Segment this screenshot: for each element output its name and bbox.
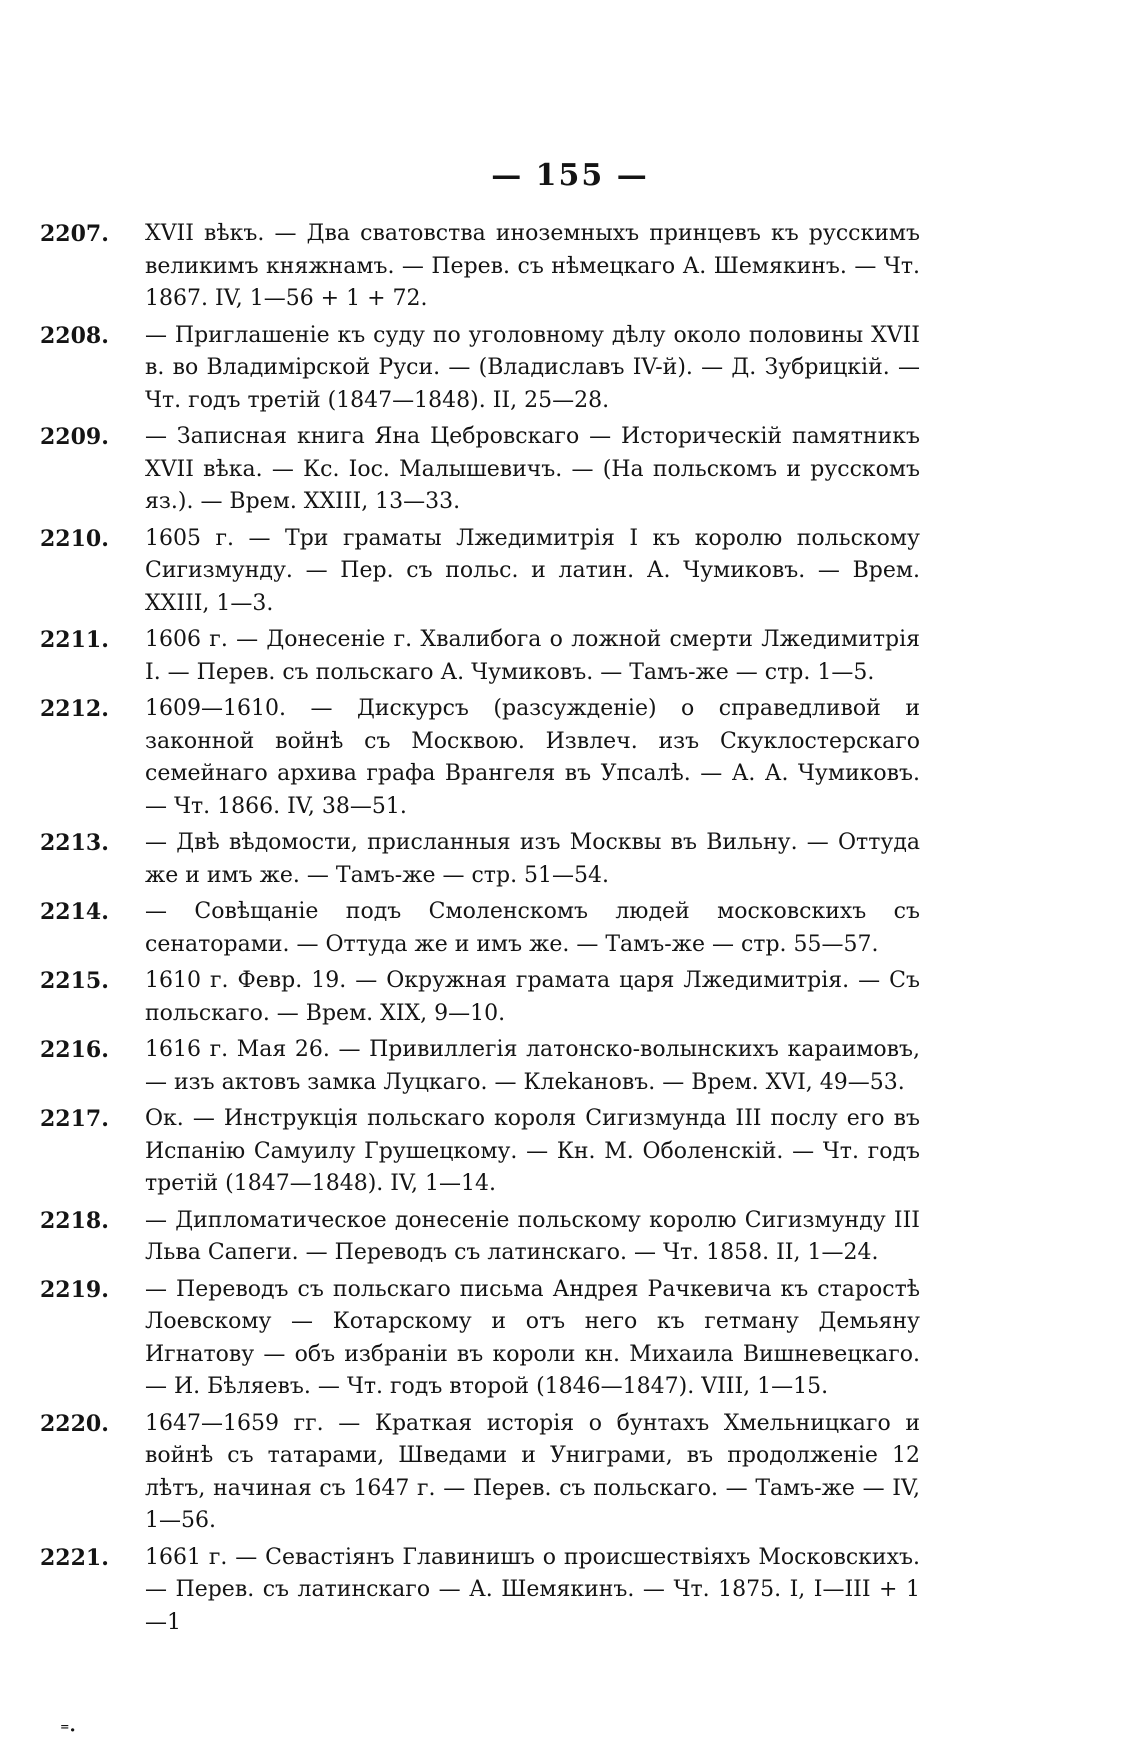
entry-number: 2214. [40, 899, 109, 925]
entry-2216 [40, 1034, 920, 1099]
bibliography-entries [40, 218, 920, 1643]
entry-2218 [40, 1205, 920, 1270]
entry-number: 2207. [40, 221, 109, 247]
entry-text: — Записная книга Яна Цебровскаго — Историческій памятникъ XVII вѣка. — Кс. Іос. Малышевичъ. — (На польскомъ и русскомъ яз.). — Врем. XXIII, 13—33. [145, 424, 920, 514]
entry-2221 [40, 1542, 920, 1640]
entry-2213 [40, 827, 920, 892]
entry-text: 1661 г. — Севастіянъ Главинишъ о происшествіяхъ Московскихъ. — Перев. съ латинскаго — А. Шемякинъ. — Чт. 1875. I, I—III + 1—1 [145, 1544, 920, 1635]
entry-text: — Двѣ вѣдомости, присланныя изъ Москвы въ Вильну. — Оттуда же и имъ же. — Тамъ-же — стр. 51—54. [145, 830, 920, 888]
entry-number: 2220. [40, 1410, 109, 1437]
entry-text: — Совѣщаніе подъ Смоленскомъ людей московскихъ съ сенаторами. — Оттуда же и имъ же. — Тамъ-же — стр. 55—57. [145, 899, 920, 957]
entry-2219 [40, 1274, 920, 1404]
entry-number: 2210. [40, 525, 109, 552]
entry-2214 [40, 896, 920, 961]
entry-number: 2213. [40, 830, 109, 856]
entry-number: 2218. [40, 1207, 109, 1234]
footer-mark: ⁼· [60, 1720, 76, 1741]
entry-text: 1606 г. — Донесеніе г. Хвалибога о ложной смерти Лжедимитрія I. — Перев. съ польскаго А. Чумиковъ. — Тамъ-же — стр. 1—5. [145, 627, 920, 685]
entry-2211 [40, 624, 920, 689]
entry-number: 2219. [40, 1276, 109, 1303]
entry-text: 1609—1610. — Дискурсъ (разсужденіе) о справедливой и законной войнѣ съ Москвою. Извлеч. изъ Скуклостерскаго семейнаго архива графа Врангеля въ Упсалѣ. — А. А. Чумиковъ. — Чт. 1866. IV, 38—51. [145, 696, 920, 819]
entry-2209 [40, 421, 920, 519]
entry-number: 2215. [40, 968, 109, 994]
entry-text: — Дипломатическое донесеніе польскому королю Сигизмунду III Льва Сапеги. — Переводъ съ латинскаго. — Чт. 1858. II, 1—24. [145, 1207, 920, 1265]
entry-number: 2221. [40, 1544, 109, 1571]
entry-text: 1616 г. Мая 26. — Привиллегія латонско-волынскихъ караимовъ, — изъ актовъ замка Луцкаго. — Клеkановъ. — Врем. XVI, 49—53. [145, 1037, 920, 1095]
entry-text: 1610 г. Февр. 19. — Окружная грамата царя Лжедимитрія. — Съ польскаго. — Врем. XIX, 9—10. [145, 968, 920, 1026]
entry-text: 1605 г. — Три граматы Лжедимитрія I къ королю польскому Сигизмунду. — Пер. съ польс. и латин. А. Чумиковъ. — Врем. XXIII, 1—3. [145, 525, 920, 616]
entry-number: 2211. [40, 627, 109, 653]
entry-number: 2208. [40, 322, 109, 349]
entry-text: Ок. — Инструкція польскаго короля Сигизмунда III послу его въ Испанію Самуилу Грушецкому. — Кн. М. Оболенскій. — Чт. годъ третій (1847—1848). IV, 1—14. [145, 1106, 920, 1196]
entry-2207 [40, 218, 920, 316]
entry-number: 2216. [40, 1037, 109, 1063]
entry-2215 [40, 965, 920, 1030]
entry-number: 2212. [40, 696, 109, 722]
page-number: — 155 — [491, 158, 649, 193]
entry-2217 [40, 1103, 920, 1201]
entry-text: — Переводъ съ польскаго письма Андрея Рачкевича къ старостѣ Лоевскому — Котарскому и отъ него къ гетману Демьяну Игнатову — объ избраніи въ короли кн. Михаила Вишневецкаго. — И. Бѣляевъ. — Чт. годъ второй (1846—1847). VIII, 1—15. [145, 1276, 920, 1399]
entry-number: 2217. [40, 1106, 109, 1132]
entry-2212 [40, 693, 920, 823]
entry-2210 [40, 523, 920, 621]
entry-2208 [40, 320, 920, 418]
entry-text: 1647—1659 гг. — Краткая исторія о бунтахъ Хмельницкаго и войнѣ съ татарами, Шведами и Униграми, въ продолженіе 12 лѣтъ, начиная съ 1647 г. — Перев. съ польскаго. — Тамъ-же — IV, 1—56. [145, 1410, 920, 1533]
entry-text: XVII вѣкъ. — Два сватовства иноземныхъ принцевъ къ русскимъ великимъ княжнамъ. — Перев. съ нѣмецкаго А. Шемякинъ. — Чт. 1867. IV, 1—56 + 1 + 72. [145, 221, 920, 311]
entry-2220 [40, 1408, 920, 1538]
entry-number: 2209. [40, 424, 109, 450]
entry-text: — Приглашеніе къ суду по уголовному дѣлу около половины XVII в. во Владимірской Руси. — (Владиславъ IV-й). — Д. Зубрицкій. — Чт. годъ третій (1847—1848). II, 25—28. [145, 322, 920, 413]
